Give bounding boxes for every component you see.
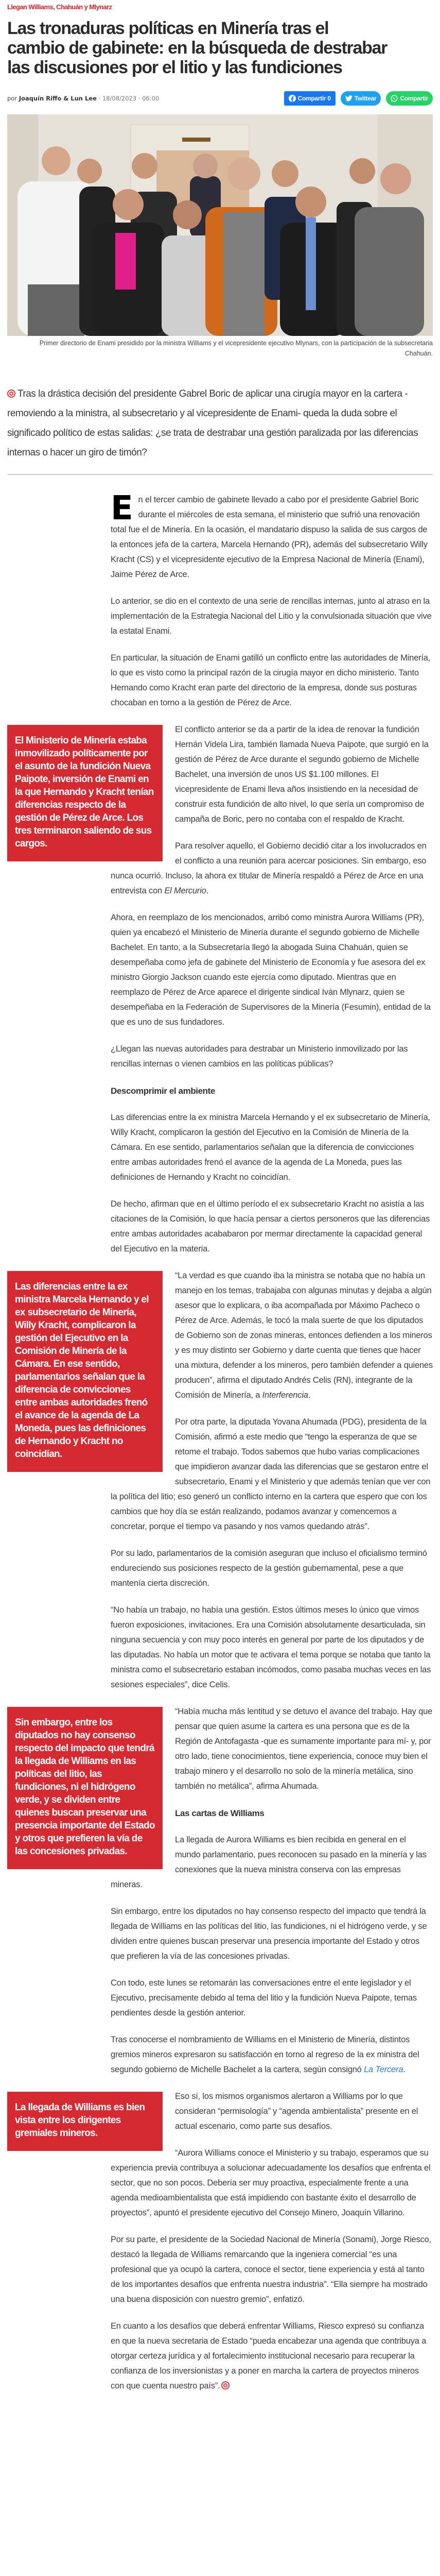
paragraph: Sin embargo, entre los diputados no hay consenso respecto del impacto que tendrá la llegada de Williams en las políticas del litio, las fundiciones, ni el hidrógeno verde, y se dividen entre quienes buscan preservar una presencia importante del Estado y otros que prefieren la vía de las concesiones privadas. [111, 1907, 427, 1961]
twitter-share-label: Twittear [354, 95, 377, 102]
paragraph: “Aurora Williams conoce el Ministerio y su trabajo, esperamos que su experiencia previa contribuya a solucionar adecuadamente los desafíos que enfrenta el sector, que no son pocos. Debería ser muy proactiva, especialmente frente a una agenda medioambientalista que está impidiendo con bastante éxito el desarrollo de proyectos”, apuntó el presidente ejecutivo del Consejo Minero, Joaquín Villarino. [111, 2148, 431, 2217]
whatsapp-share-label: Compartir [400, 95, 428, 102]
la-tercera-link[interactable]: La Tercera [364, 2065, 403, 2074]
divider [7, 474, 433, 475]
paragraph-text: “La verdad es que cuando iba la ministra se notaba que no había un manejo en los temas, trabajaba con algunas minutas y dejaba a algún asesor que lo explicara, o iba acompañada por Máximo Pacheco o Pérez de Arce. Además, le tocó la mala suerte de que los diputados de Gobierno son de zonas mineras, entonces defienden a los mineros y es muy distinto ser Gobierno y darte cuenta que tienes que hacer una mixtura, defender a los mineros, pero también defender a quienes producen”, afirma el diputado Andrés Celis (RN), integrante de la Comisión de Minería, a [175, 1271, 433, 1400]
paragraph: “No había un trabajo, no había una gestión. Estos últimos meses lo único que vimos fueron exposiciones, invitaciones. Era una Comisión absolutamente desarticulada, sin ninguna secuencia y con muy poco interés en general por parte de los diputados y de las diputadas. No había un motor que te activara el tema porque se notaba que tanto la ministra como el subsecretario estaban incómodos, como pasaba muchas veces en las sesiones especiales”, dice Celis. [111, 1605, 431, 1689]
separator: · [138, 95, 140, 102]
lead-text: Tras la drástica decisión del presidente Gabrel Boric de aplicar una cirugía mayor en la cartera -removiendo a la ministra, al subsecretario y al vicepresidente de Enami- queda la duda sobre el significado político de estas salidas: ¿se trata de destrabar una gestión paralizada por las diferencias internas o hacer un giro de timón? [7, 388, 418, 458]
paragraph-text: En cuanto a los desafíos que deberá enfrentar Williams, Riesco expresó su confianza en que la nueva secretaria de Estado “pueda encabezar una agenda que contribuya a otorgar certeza jurídica y al fortalecimiento institucional necesario para recuperar la confianza de los inversionistas y a poner en marcha la cartera de proyectos mineros con que cuenta nuestro país”. [111, 2321, 427, 2391]
paragraph-text: . [308, 1391, 311, 1400]
paragraph: Por su lado, parlamentarios de la comisión aseguran que incluso el oficialismo terminó endureciendo sus posiciones respecto de la gestión gubernamental, pese a que mantenía cierta discreción. [111, 1549, 427, 1588]
photo-caption: Primer directorio de Enami presidido por la ministra Williams y el vicepresidente ejecutivo Mlynars, con la participación de la subsecretaria Chahuán. [39, 340, 433, 357]
twitter-icon [345, 95, 353, 101]
end-target-icon [221, 2381, 230, 2389]
publication-name: El Mercurio [164, 886, 206, 895]
paragraph: Las diferencias entre la ex ministra Marcela Hernando y el ex subsecretario de Minería, Willy Kracht, complicaron la gestión del Ejecutivo en la Comisión de Minería de la Cámara. En ese sentido, parlamentarios señalan que la diferencia de convicciones entre ambas autoridades frenó el avance de la agenda de La Moneda, pues las definiciones de Hernando y Kracht no coincidían. [111, 1113, 430, 1182]
section-heading: Las cartas de Williams [175, 1808, 265, 1818]
target-icon [7, 389, 15, 398]
article-body [15, 489, 433, 2405]
paragraph [111, 2032, 433, 2077]
paragraph [111, 2319, 433, 2394]
publish-date: 18/08/2023 [102, 95, 137, 102]
article-title: Las tronaduras políticas en Minería tras el cambio de gabinete: en la búsqueda de destrabar las discusiones por el litio y las fundiciones [7, 19, 388, 77]
whatsapp-icon [391, 95, 398, 102]
paragraph: La llegada de Aurora Williams es bien recibida en general en el mundo parlamentario, pues reconocen su pasado en la minería y las conexiones que la nueva ministra conserva con las empresas mineras. [111, 1835, 427, 1889]
pull-quote: El Ministerio de Minería estaba inmovilizado políticamente por el asunto de la fundición Nueva Paipote, inversión de Enami en la que Hernando y Kracht tenían diferencias respecto de la gestión de Pérez de Arce. Los tres terminaron saliendo de sus cargos. [7, 725, 163, 861]
lead-paragraph [7, 384, 433, 463]
twitter-share-button[interactable] [341, 91, 381, 106]
paragraph-text: Para resolver aquello, el Gobierno decidió citar a los involucrados en el conflicto a una reunión para acercar posiciones. Sin embargo, eso nunca ocurrió. Incluso, la ahora ex titular de Minería respaldó a Pérez de Arce en una entrevista con [111, 841, 427, 895]
whatsapp-share-button[interactable] [386, 91, 433, 106]
paragraph: En particular, la situación de Enami gatilló un conflicto entre las autoridades de Minería, lo que es visto como la principal razón de la cirugía mayor en dicho ministerio. Tanto Hernando como Kracht eran parte del directorio de la empresa, donde sus posturas chocaban en torno a la gestión de Pérez de Arce. [111, 653, 431, 707]
facebook-share-button[interactable] [284, 91, 336, 106]
pull-quote: Sin embargo, entre los diputados no hay consenso respecto del impacto que tendrá la llegada de Williams en las políticas del litio, las fundiciones, ni el hidrógeno verde, y se dividen entre quienes buscan preservar una presencia importante del Estado y otros que prefieren la vía de las concesiones privadas. [7, 1707, 163, 1869]
paragraph: ¿Llegan las nuevas autoridades para destrabar un Ministerio inmovilizado por las rencillas internas o vienen cambios en las políticas públicas? [111, 1044, 408, 1069]
facebook-share-label: Compartir 0 [297, 95, 331, 102]
paragraph-text: Tras conocerse el nombramiento de Williams en el Ministerio de Minería, distintos gremios mineros expresaron su satisfacción en torno al regreso de la ex ministra del segundo gobierno de Michelle Bachelet a la cartera, según consignó [111, 2035, 419, 2074]
paragraph-text: n el tercer cambio de gabinete llevado a cabo por el presidente Gabriel Boric durante el miércoles de esta semana, el ministerio que sufrió una renovación total fue el de Minería. En la ocasión, el mandatario dispuso la salida de sus cargos de la entonces jefa de la cartera, Marcela Hernando (PR), además del subsecretario Willy Kracht (CS) y el vicepresidente ejecutivo de la Empresa Nacional de Minería (Enami), Jaime Pérez de Arce. [111, 495, 428, 579]
paragraph: Ahora, en reemplazo de los mencionados, arribó como ministra Aurora Williams (PR), quien ya encabezó el Ministerio de Minería durante el segundo gobierno de Michelle Bachelet. En tanto, a la Subsecretaría llegó la abogada Suina Chahuán, quien se desempeñaba como jefa de gabinete del Ministerio de Economía y fue asesora del ex ministro Giorgio Jackson cuando este ejercía como diputado. Mientras que en reemplazo de Pérez de Arce aparece el dirigente sindical Iván Mlynarz, quien se desempeñaba en la Federación de Supervisores de la Minería (Fesumin), entidad de la que es uno de sus fundadores. [111, 913, 431, 1027]
section-heading: Descomprimir el ambiente [111, 1086, 215, 1096]
facebook-icon [289, 95, 296, 102]
share-buttons [284, 91, 433, 106]
authors[interactable]: Joaquín Riffo & Lun Lee [19, 95, 97, 102]
paragraph-text: . [206, 886, 208, 895]
paragraph: Eso sí, los mismos organismos alertaron a Williams por lo que consideran “permisología” y “agenda ambientalista” presente en el actual escenario, como parte sus desafíos. [175, 2092, 418, 2131]
paragraph: De hecho, afirman que en el último período el ex subsecretario Kracht no asistía a las citaciones de la Comisión, lo que hacía pensar a ciertos personeros que las diferencias entre ambas autoridades acababaron por mermar directamente la capacidad general del Ejecutivo en la materia. [111, 1199, 430, 1253]
paragraph: Lo anterior, se dio en el contexto de una serie de rencillas internas, junto al atraso en la implementación de la Estrategia Nacional del Litio y la convulsionada situación que vive la estatal Enami. [111, 597, 432, 636]
byline-prefix: por [7, 95, 17, 102]
pull-quote: Las diferencias entre la ex ministra Marcela Hernando y el ex subsecretario de Minería, Willy Kracht, complicaron la gestión del Ejecutivo en la Comisión de Minería de la Cámara. En ese sentido, parlamentarios señalan que la diferencia de convicciones entre ambas autoridades frenó el avance de la agenda de La Moneda, pues las definiciones de Hernando y Kracht no coincidían. [7, 1271, 163, 1472]
byline [7, 95, 159, 102]
pull-quote: La llegada de Williams es bien vista entre los dirigentes gremiales mineros. [7, 2092, 163, 2151]
paragraph [111, 489, 433, 582]
paragraph-text: . [403, 2065, 406, 2074]
paragraph: Por otra parte, la diputada Yovana Ahumada (PDG), presidenta de la Comisión, afirmó a este medio que “tengo la esperanza de que se retome el trabajo. Todos sabemos que hubo varias complicaciones que impidieron avanzar dada las diferencias que se gestaron entre el subsecretario, Enami y el Ministerio y que además tenían que ver con la política del litio; eso generó un conflicto interno en la cartera que espero que con los cambios que hoy día se están realizando, podamos avanzar y comencemos a concretar, porque el tiempo va pasando y nos vamos quedando atrás”. [111, 1417, 431, 1531]
paragraph: Con todo, este lunes se retomarán las conversaciones entre el ente legislador y el Ejecutivo, precisamente debido al tema del litio y la fundición Nueva Paipote, temas pendientes desde la gestión anterior. [111, 1978, 417, 2018]
separator: · [98, 95, 101, 102]
article-kicker[interactable]: Llegan Williams, Chahuán y Mlynarz [7, 3, 112, 11]
paragraph: Por su parte, el presidente de la Sociedad Nacional de Minería (Sonami), Jorge Riesco, destacó la llegada de Williams remarcando que la ingeniera comercial “es una profesional que ya ocupó la cartera, conoce el sector, tiene experiencia y está al tanto de los importantes desafíos que enfrenta nuestra industria”. “Ella siempre ha mostrado una buena disposición con nuestro gremio”, enfatizó. [111, 2235, 431, 2304]
article-meta [7, 91, 433, 106]
publication-name: Interferencia [262, 1391, 308, 1400]
paragraph: El conflicto anterior se da a partir de la idea de renovar la fundición Hernán Videla Lira, también llamada Nueva Paipote, que surgió en la gestión de Pérez de Arce durante el segundo gobierno de Michelle Bachelet, una inversión de unos US $1.100 millones. El vicepresidente de Enami lleva años insistiendo en la necesidad de construir esta fundición de alto nivel, lo que sería un compromiso de campaña de Boric, pero no contaba con el respaldo de Kracht. [175, 725, 429, 824]
drop-cap: E [111, 489, 133, 528]
paragraph: “Había mucha más lentitud y se detuvo el avance del trabajo. Hay que pensar que quien asume la cartera es una persona que es de la Región de Antofagasta -que es sumamente importante para mí- y, por otro lado, tiene conocimientos, tiene experiencia, conoce muy bien el trabajo minero y el desarrollo no solo de la minería metálica, sino también no metálica”, afirma Ahumada. [175, 1707, 433, 1791]
publish-time: 06:00 [142, 95, 160, 102]
article-photo [7, 114, 433, 336]
